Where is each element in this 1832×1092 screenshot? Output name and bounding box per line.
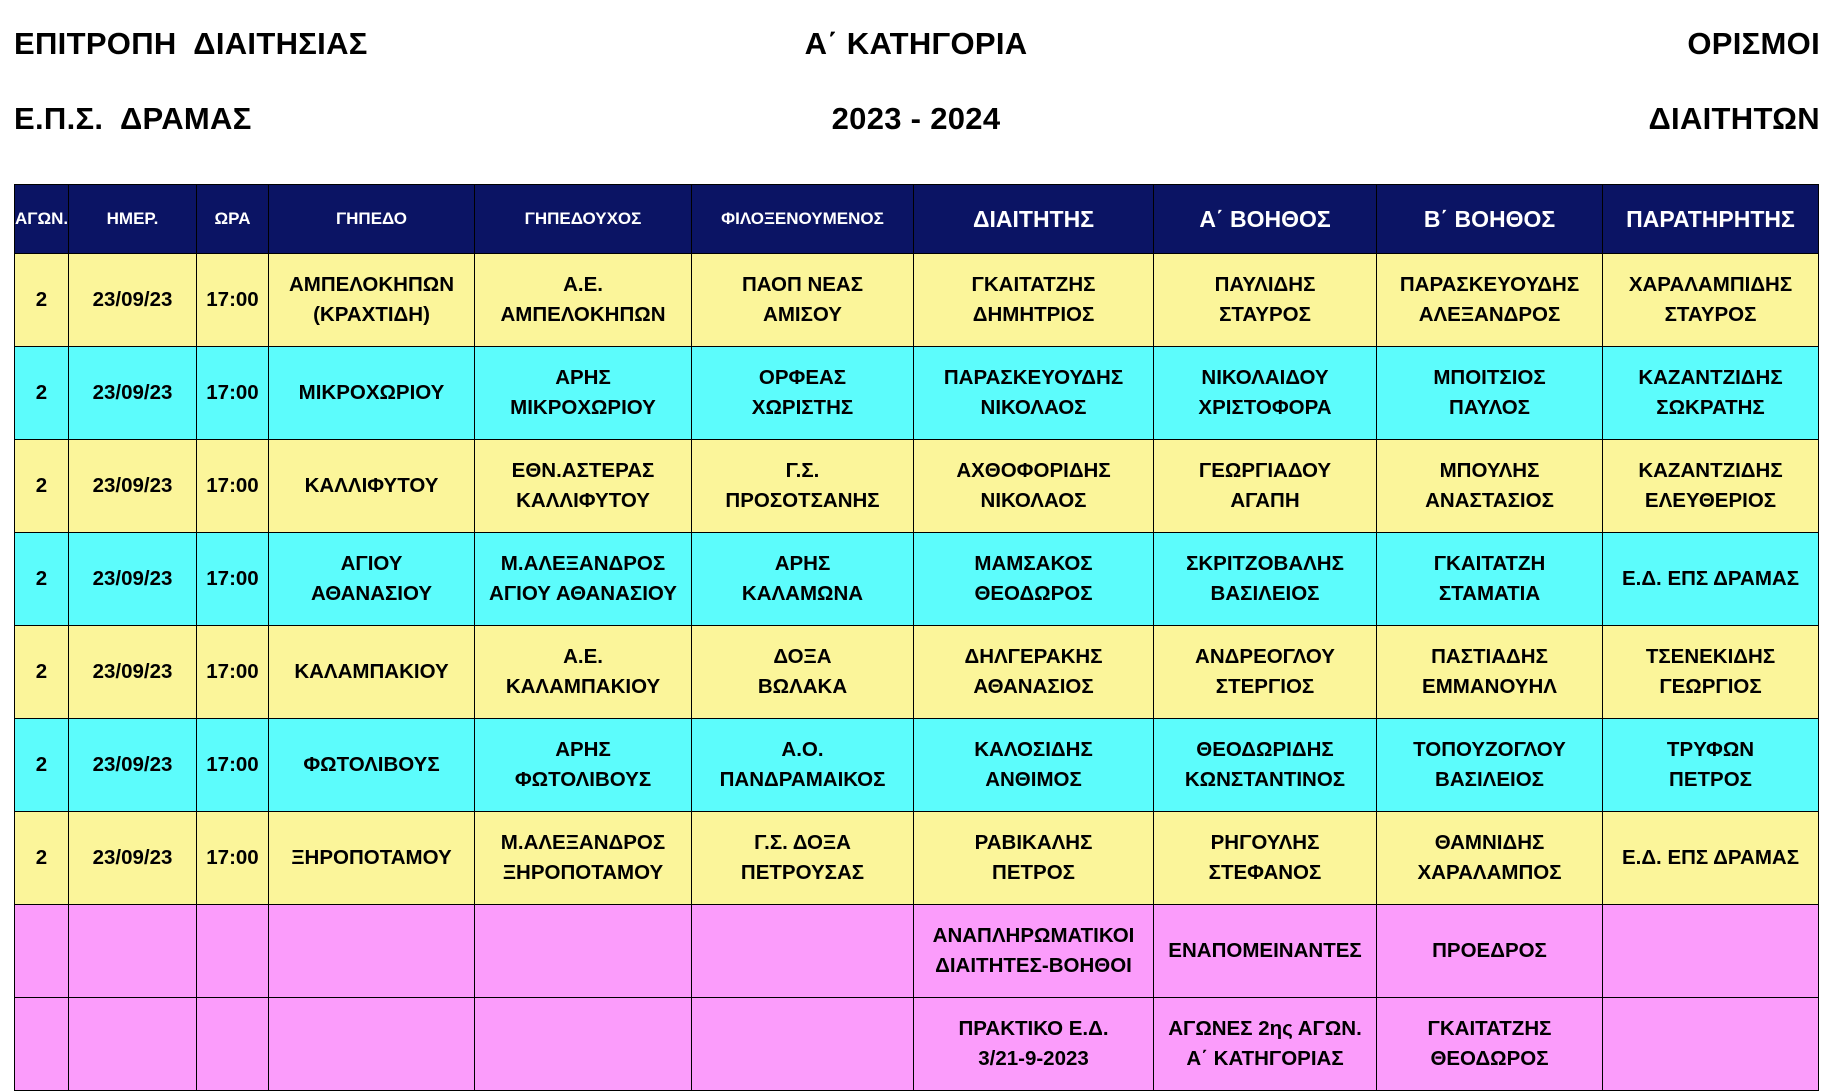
cell-text: Α.Ε. <box>563 645 603 668</box>
match-cell <box>15 254 69 347</box>
cell-text: ΑΝΔΡΕΟΓΛΟΥ <box>1195 645 1335 668</box>
cell-text: ΠΑΥΛΙΔΗΣ <box>1214 273 1316 296</box>
cell-text: ΚΑΛΑΜΠΑΚΙΟΥ <box>294 660 449 683</box>
assistant-2-cell <box>1377 626 1603 719</box>
referee-cell <box>914 626 1154 719</box>
cell-text: ΓΕΩΡΓΙΟΣ <box>1659 675 1762 698</box>
cell-text: ΧΑΡΑΛΑΜΠΟΣ <box>1417 861 1562 884</box>
cell-text: Ε.Δ. ΕΠΣ ΔΡΑΜΑΣ <box>1621 846 1800 869</box>
assistant-2-cell <box>1377 719 1603 812</box>
time-cell <box>197 998 269 1091</box>
table-header-row <box>15 185 1819 254</box>
assistant-2-cell <box>1377 812 1603 905</box>
home-team-cell <box>475 998 692 1091</box>
home-team-cell <box>475 533 692 626</box>
observer-cell <box>1603 998 1819 1091</box>
cell-text: 17:00 <box>206 660 259 683</box>
cell-text: ΑΓΙΟΥ <box>340 552 403 575</box>
away-team-cell <box>692 626 914 719</box>
table-row <box>15 347 1819 440</box>
cell-text: 2 <box>35 381 48 404</box>
cell-text: 23/09/23 <box>92 567 173 590</box>
referee-assignments-table <box>14 184 1819 1091</box>
cell-text: ΓΕΩΡΓΙΑΔΟΥ <box>1198 459 1332 482</box>
cell-text: ΠΕΤΡΟΣ <box>992 861 1075 884</box>
cell-text: ΞΗΡΟΠΟΤΑΜΟΥ <box>502 861 664 884</box>
assistant-1-cell <box>1154 905 1377 998</box>
assistant-2-cell <box>1377 347 1603 440</box>
col-header-referee: ΔΙΑΙΤΗΤΗΣ <box>914 185 1154 254</box>
observer-cell <box>1603 254 1819 347</box>
observer-cell <box>1603 347 1819 440</box>
cell-text: ΘΕΟΔΩΡΙΔΗΣ <box>1196 738 1334 761</box>
time-cell <box>197 719 269 812</box>
cell-text: ΜΑΜΣΑΚΟΣ <box>974 552 1093 575</box>
cell-text: ΧΑΡΑΛΑΜΠΙΔΗΣ <box>1628 273 1793 296</box>
match-cell <box>15 998 69 1091</box>
stadium-cell <box>269 347 475 440</box>
committee-title: ΕΠΙΤΡΟΠΗ ΔΙΑΙΤΗΣΙΑΣ <box>14 26 368 61</box>
col-header-assistant-2: Β΄ ΒΟΗΘΟΣ <box>1377 185 1603 254</box>
cell-text: Μ.ΑΛΕΞΑΝΔΡΟΣ <box>500 552 666 575</box>
col-header-observer: ΠΑΡΑΤΗΡΗΤΗΣ <box>1603 185 1819 254</box>
cell-text: ΠΑΣΤΙΑΔΗΣ <box>1431 645 1548 668</box>
col-header-match: ΑΓΩΝ. <box>15 185 69 254</box>
col-header-stadium: ΓΗΠΕΔΟ <box>269 185 475 254</box>
table-row <box>15 440 1819 533</box>
cell-text: (ΚΡΑΧΤΙΔΗ) <box>313 303 430 326</box>
cell-text: ΕΛΕΥΘΕΡΙΟΣ <box>1644 489 1777 512</box>
cell-text: ΠΕΤΡΟΣ <box>1669 768 1752 791</box>
cell-text: ΑΝΑΣΤΑΣΙΟΣ <box>1425 489 1554 512</box>
match-cell <box>15 719 69 812</box>
date-cell <box>69 440 197 533</box>
home-team-cell <box>475 347 692 440</box>
referees-title: ΔΙΑΙΤΗΤΩΝ <box>1648 101 1820 136</box>
assistant-1-cell <box>1154 998 1377 1091</box>
date-cell <box>69 254 197 347</box>
cell-text: ΡΑΒΙΚΑΛΗΣ <box>974 831 1093 854</box>
match-cell <box>15 347 69 440</box>
home-team-cell <box>475 812 692 905</box>
cell-text: 17:00 <box>206 288 259 311</box>
cell-text: ΧΡΙΣΤΟΦΟΡΑ <box>1198 396 1332 419</box>
cell-text: ΕΝΑΠΟΜΕΙΝΑΝΤΕΣ <box>1168 939 1362 962</box>
cell-text: ΚΑΛΛΙΦΥΤΟΥ <box>516 489 650 512</box>
cell-text: 23/09/23 <box>92 288 173 311</box>
cell-text: ΑΜΠΕΛΟΚΗΠΩΝ <box>288 273 455 296</box>
assistant-1-cell <box>1154 440 1377 533</box>
stadium-cell <box>269 905 475 998</box>
table-row <box>15 626 1819 719</box>
cell-text: ΑΡΗΣ <box>774 552 831 575</box>
cell-text: 23/09/23 <box>92 846 173 869</box>
cell-text: ΣΤΕΦΑΝΟΣ <box>1208 861 1322 884</box>
referee-cell <box>914 440 1154 533</box>
home-team-cell <box>475 719 692 812</box>
cell-text: ΒΑΣΙΛΕΙΟΣ <box>1210 582 1320 605</box>
cell-text: Α.Ο. <box>781 738 824 761</box>
cell-text: ΘΕΟΔΩΡΟΣ <box>974 582 1093 605</box>
cell-text: ΑΛΕΞΑΝΔΡΟΣ <box>1418 303 1561 326</box>
table-row <box>15 905 1819 998</box>
date-cell <box>69 998 197 1091</box>
cell-text: ΑΓΙΟΥ ΑΘΑΝΑΣΙΟΥ <box>489 582 677 605</box>
cell-text: ΠΡΟΕΔΡΟΣ <box>1432 939 1547 962</box>
col-header-away-team: ΦΙΛΟΞΕΝΟΥΜΕΝΟΣ <box>692 185 914 254</box>
federation-name: Ε.Π.Σ. ΔΡΑΜΑΣ <box>14 101 252 136</box>
assistant-1-cell <box>1154 254 1377 347</box>
table-row <box>15 998 1819 1091</box>
cell-text: 17:00 <box>206 753 259 776</box>
match-cell <box>15 812 69 905</box>
home-team-cell <box>475 254 692 347</box>
season-title: 2023 - 2024 <box>831 101 1001 136</box>
assignments-title: ΟΡΙΣΜΟΙ <box>1687 26 1820 61</box>
cell-text: ΜΙΚΡΟΧΩΡΙΟΥ <box>298 381 445 404</box>
referee-cell <box>914 905 1154 998</box>
cell-text: 23/09/23 <box>92 381 173 404</box>
cell-text: ΑΡΗΣ <box>555 366 611 389</box>
cell-text: ΧΩΡΙΣΤΗΣ <box>751 396 854 419</box>
col-header-home-team: ΓΗΠΕΔΟΥΧΟΣ <box>475 185 692 254</box>
cell-text: ΠΑΟΠ ΝΕΑΣ <box>741 273 864 296</box>
cell-text: 2 <box>35 288 48 311</box>
cell-text: 23/09/23 <box>92 660 173 683</box>
observer-cell <box>1603 533 1819 626</box>
cell-text: 17:00 <box>206 474 259 497</box>
referee-cell <box>914 998 1154 1091</box>
away-team-cell <box>692 905 914 998</box>
cell-text: ΣΤΑΜΑΤΙΑ <box>1438 582 1541 605</box>
cell-text: ΠΑΡΑΣΚΕΥΟΥΔΗΣ <box>1399 273 1580 296</box>
referee-cell <box>914 719 1154 812</box>
cell-text: 23/09/23 <box>92 474 173 497</box>
cell-text: ΤΡΥΦΩΝ <box>1666 738 1755 761</box>
cell-text: ΔΙΑΙΤΗΤΕΣ-ΒΟΗΘΟΙ <box>935 954 1132 977</box>
cell-text: ΑΓΩΝΕΣ 2ης ΑΓΩΝ. <box>1168 1017 1362 1040</box>
referee-cell <box>914 533 1154 626</box>
cell-text: Μ.ΑΛΕΞΑΝΔΡΟΣ <box>500 831 666 854</box>
observer-cell <box>1603 626 1819 719</box>
cell-text: ΤΣΕΝΕΚΙΔΗΣ <box>1645 645 1776 668</box>
away-team-cell <box>692 533 914 626</box>
col-header-time: ΩΡΑ <box>197 185 269 254</box>
date-cell <box>69 812 197 905</box>
date-cell <box>69 626 197 719</box>
stadium-cell <box>269 719 475 812</box>
table-row <box>15 812 1819 905</box>
cell-text: ΦΩΤΟΛΙΒΟΥΣ <box>514 768 652 791</box>
time-cell <box>197 440 269 533</box>
cell-text: ΣΤΑΥΡΟΣ <box>1664 303 1757 326</box>
cell-text: ΜΙΚΡΟΧΩΡΙΟΥ <box>510 396 656 419</box>
referee-cell <box>914 254 1154 347</box>
away-team-cell <box>692 347 914 440</box>
date-cell <box>69 719 197 812</box>
cell-text: ΠΡΟΣΟΤΣΑΝΗΣ <box>725 489 880 512</box>
cell-text: ΓΚΑΙΤΑΤΖΗ <box>1433 552 1546 575</box>
stadium-cell <box>269 440 475 533</box>
assistant-1-cell <box>1154 812 1377 905</box>
assistant-2-cell <box>1377 998 1603 1091</box>
referee-cell <box>914 347 1154 440</box>
cell-text: 2 <box>35 474 48 497</box>
cell-text: ΓΚΑΙΤΑΤΖΗΣ <box>1427 1017 1552 1040</box>
cell-text: Ε.Δ. ΕΠΣ ΔΡΑΜΑΣ <box>1621 567 1800 590</box>
match-cell <box>15 905 69 998</box>
cell-text: ΠΕΤΡΟΥΣΑΣ <box>740 861 865 884</box>
cell-text: ΤΟΠΟΥΖΟΓΛΟΥ <box>1413 738 1566 761</box>
cell-text: ΣΤΑΥΡΟΣ <box>1219 303 1311 326</box>
table-row <box>15 254 1819 347</box>
assistant-1-cell <box>1154 626 1377 719</box>
stadium-cell <box>269 254 475 347</box>
observer-cell <box>1603 905 1819 998</box>
assistant-1-cell <box>1154 719 1377 812</box>
stadium-cell <box>269 626 475 719</box>
match-cell <box>15 626 69 719</box>
table-row <box>15 719 1819 812</box>
stadium-cell <box>269 998 475 1091</box>
cell-text: ΓΚΑΙΤΑΤΖΗΣ <box>971 273 1096 296</box>
cell-text: ΝΙΚΟΛΑΙΔΟΥ <box>1201 366 1329 389</box>
cell-text: ΦΩΤΟΛΙΒΟΥΣ <box>303 753 440 776</box>
cell-text: ΟΡΦΕΑΣ <box>758 366 847 389</box>
cell-text: 2 <box>35 660 48 683</box>
cell-text: ΑΝΘΙΜΟΣ <box>985 768 1082 791</box>
cell-text: ΝΙΚΟΛΑΟΣ <box>980 489 1087 512</box>
away-team-cell <box>692 719 914 812</box>
away-team-cell <box>692 440 914 533</box>
cell-text: 2 <box>35 567 48 590</box>
cell-text: ΔΗΜΗΤΡΙΟΣ <box>972 303 1095 326</box>
stadium-cell <box>269 812 475 905</box>
col-header-assistant-1: Α΄ ΒΟΗΘΟΣ <box>1154 185 1377 254</box>
cell-text: ΒΩΛΑΚΑ <box>757 675 848 698</box>
cell-text: ΠΑΡΑΣΚΕΥΟΥΔΗΣ <box>943 366 1124 389</box>
home-team-cell <box>475 440 692 533</box>
cell-text: ΒΑΣΙΛΕΙΟΣ <box>1435 768 1544 791</box>
cell-text: ΚΩΝΣΤΑΝΤΙΝΟΣ <box>1184 768 1346 791</box>
cell-text: ΚΑΛΑΜΩΝΑ <box>741 582 864 605</box>
observer-cell <box>1603 719 1819 812</box>
cell-text: ΔΟΞΑ <box>773 645 832 668</box>
stadium-cell <box>269 533 475 626</box>
assistant-1-cell <box>1154 533 1377 626</box>
cell-text: ΑΜΠΕΛΟΚΗΠΩΝ <box>500 303 666 326</box>
cell-text: 3/21-9-2023 <box>978 1047 1089 1070</box>
cell-text: ΚΑΖΑΝΤΖΙΔΗΣ <box>1638 366 1783 389</box>
cell-text: Γ.Σ. ΔΟΞΑ <box>754 831 851 854</box>
cell-text: ΑΘΑΝΑΣΙΟΣ <box>973 675 1094 698</box>
cell-text: ΝΙΚΟΛΑΟΣ <box>980 396 1087 419</box>
cell-text: ΣΩΚΡΑΤΗΣ <box>1656 396 1765 419</box>
cell-text: 17:00 <box>206 567 259 590</box>
cell-text: ΠΡΑΚΤΙΚΟ Ε.Δ. <box>958 1017 1109 1040</box>
cell-text: ΔΗΛΓΕΡΑΚΗΣ <box>964 645 1103 668</box>
cell-text: 2 <box>35 753 48 776</box>
date-cell <box>69 347 197 440</box>
cell-text: 17:00 <box>206 846 259 869</box>
cell-text: ΑΡΗΣ <box>555 738 611 761</box>
cell-text: ΑΘΑΝΑΣΙΟΥ <box>310 582 433 605</box>
cell-text: Γ.Σ. <box>785 459 820 482</box>
cell-text: ΑΓΑΠΗ <box>1230 489 1300 512</box>
assistant-2-cell <box>1377 440 1603 533</box>
away-team-cell <box>692 998 914 1091</box>
cell-text: ΚΑΛΛΙΦΥΤΟΥ <box>304 474 439 497</box>
cell-text: ΜΠΟΥΛΗΣ <box>1439 459 1540 482</box>
category-title: Α΄ ΚΑΤΗΓΟΡΙΑ <box>804 26 1028 61</box>
away-team-cell <box>692 812 914 905</box>
date-cell <box>69 905 197 998</box>
cell-text: ΑΜΙΣΟΥ <box>763 303 842 326</box>
cell-text: ΚΑΛΑΜΠΑΚΙΟΥ <box>505 675 661 698</box>
cell-text: ΑΝΑΠΛΗΡΩΜΑΤΙΚΟΙ <box>932 924 1135 947</box>
cell-text: ΕΘΝ.ΑΣΤΕΡΑΣ <box>511 459 655 482</box>
time-cell <box>197 812 269 905</box>
cell-text: ΣΤΕΡΓΙΟΣ <box>1215 675 1315 698</box>
match-cell <box>15 440 69 533</box>
assistant-2-cell <box>1377 254 1603 347</box>
cell-text: ΠΑΥΛΟΣ <box>1449 396 1530 419</box>
cell-text: ΣΚΡΙΤΖΟΒΑΛΗΣ <box>1186 552 1344 575</box>
cell-text: ΑΧΘΟΦΟΡΙΔΗΣ <box>956 459 1111 482</box>
observer-cell <box>1603 812 1819 905</box>
assistant-2-cell <box>1377 905 1603 998</box>
cell-text: ΚΑΖΑΝΤΖΙΔΗΣ <box>1638 459 1783 482</box>
referee-cell <box>914 812 1154 905</box>
time-cell <box>197 347 269 440</box>
cell-text: ΠΑΝΔΡΑΜΑΙΚΟΣ <box>719 768 886 791</box>
time-cell <box>197 533 269 626</box>
cell-text: ΜΠΟΙΤΣΙΟΣ <box>1433 366 1546 389</box>
table-row <box>15 533 1819 626</box>
cell-text: ΘΑΜΝΙΔΗΣ <box>1434 831 1545 854</box>
cell-text: 17:00 <box>206 381 259 404</box>
home-team-cell <box>475 626 692 719</box>
time-cell <box>197 626 269 719</box>
assistant-2-cell <box>1377 533 1603 626</box>
assistant-1-cell <box>1154 347 1377 440</box>
cell-text: ΕΜΜΑΝΟΥΗΛ <box>1422 675 1557 698</box>
cell-text: ΘΕΟΔΩΡΟΣ <box>1430 1047 1549 1070</box>
cell-text: 2 <box>35 846 48 869</box>
date-cell <box>69 533 197 626</box>
col-header-date: ΗΜΕΡ. <box>69 185 197 254</box>
time-cell <box>197 254 269 347</box>
cell-text: ΡΗΓΟΥΛΗΣ <box>1210 831 1320 854</box>
cell-text: Α΄ ΚΑΤΗΓΟΡΙΑΣ <box>1186 1047 1344 1070</box>
time-cell <box>197 905 269 998</box>
away-team-cell <box>692 254 914 347</box>
match-cell <box>15 533 69 626</box>
cell-text: 23/09/23 <box>92 753 173 776</box>
cell-text: ΚΑΛΟΣΙΔΗΣ <box>974 738 1093 761</box>
home-team-cell <box>475 905 692 998</box>
observer-cell <box>1603 440 1819 533</box>
cell-text: Α.Ε. <box>563 273 603 296</box>
cell-text: ΞΗΡΟΠΟΤΑΜΟΥ <box>291 846 452 869</box>
